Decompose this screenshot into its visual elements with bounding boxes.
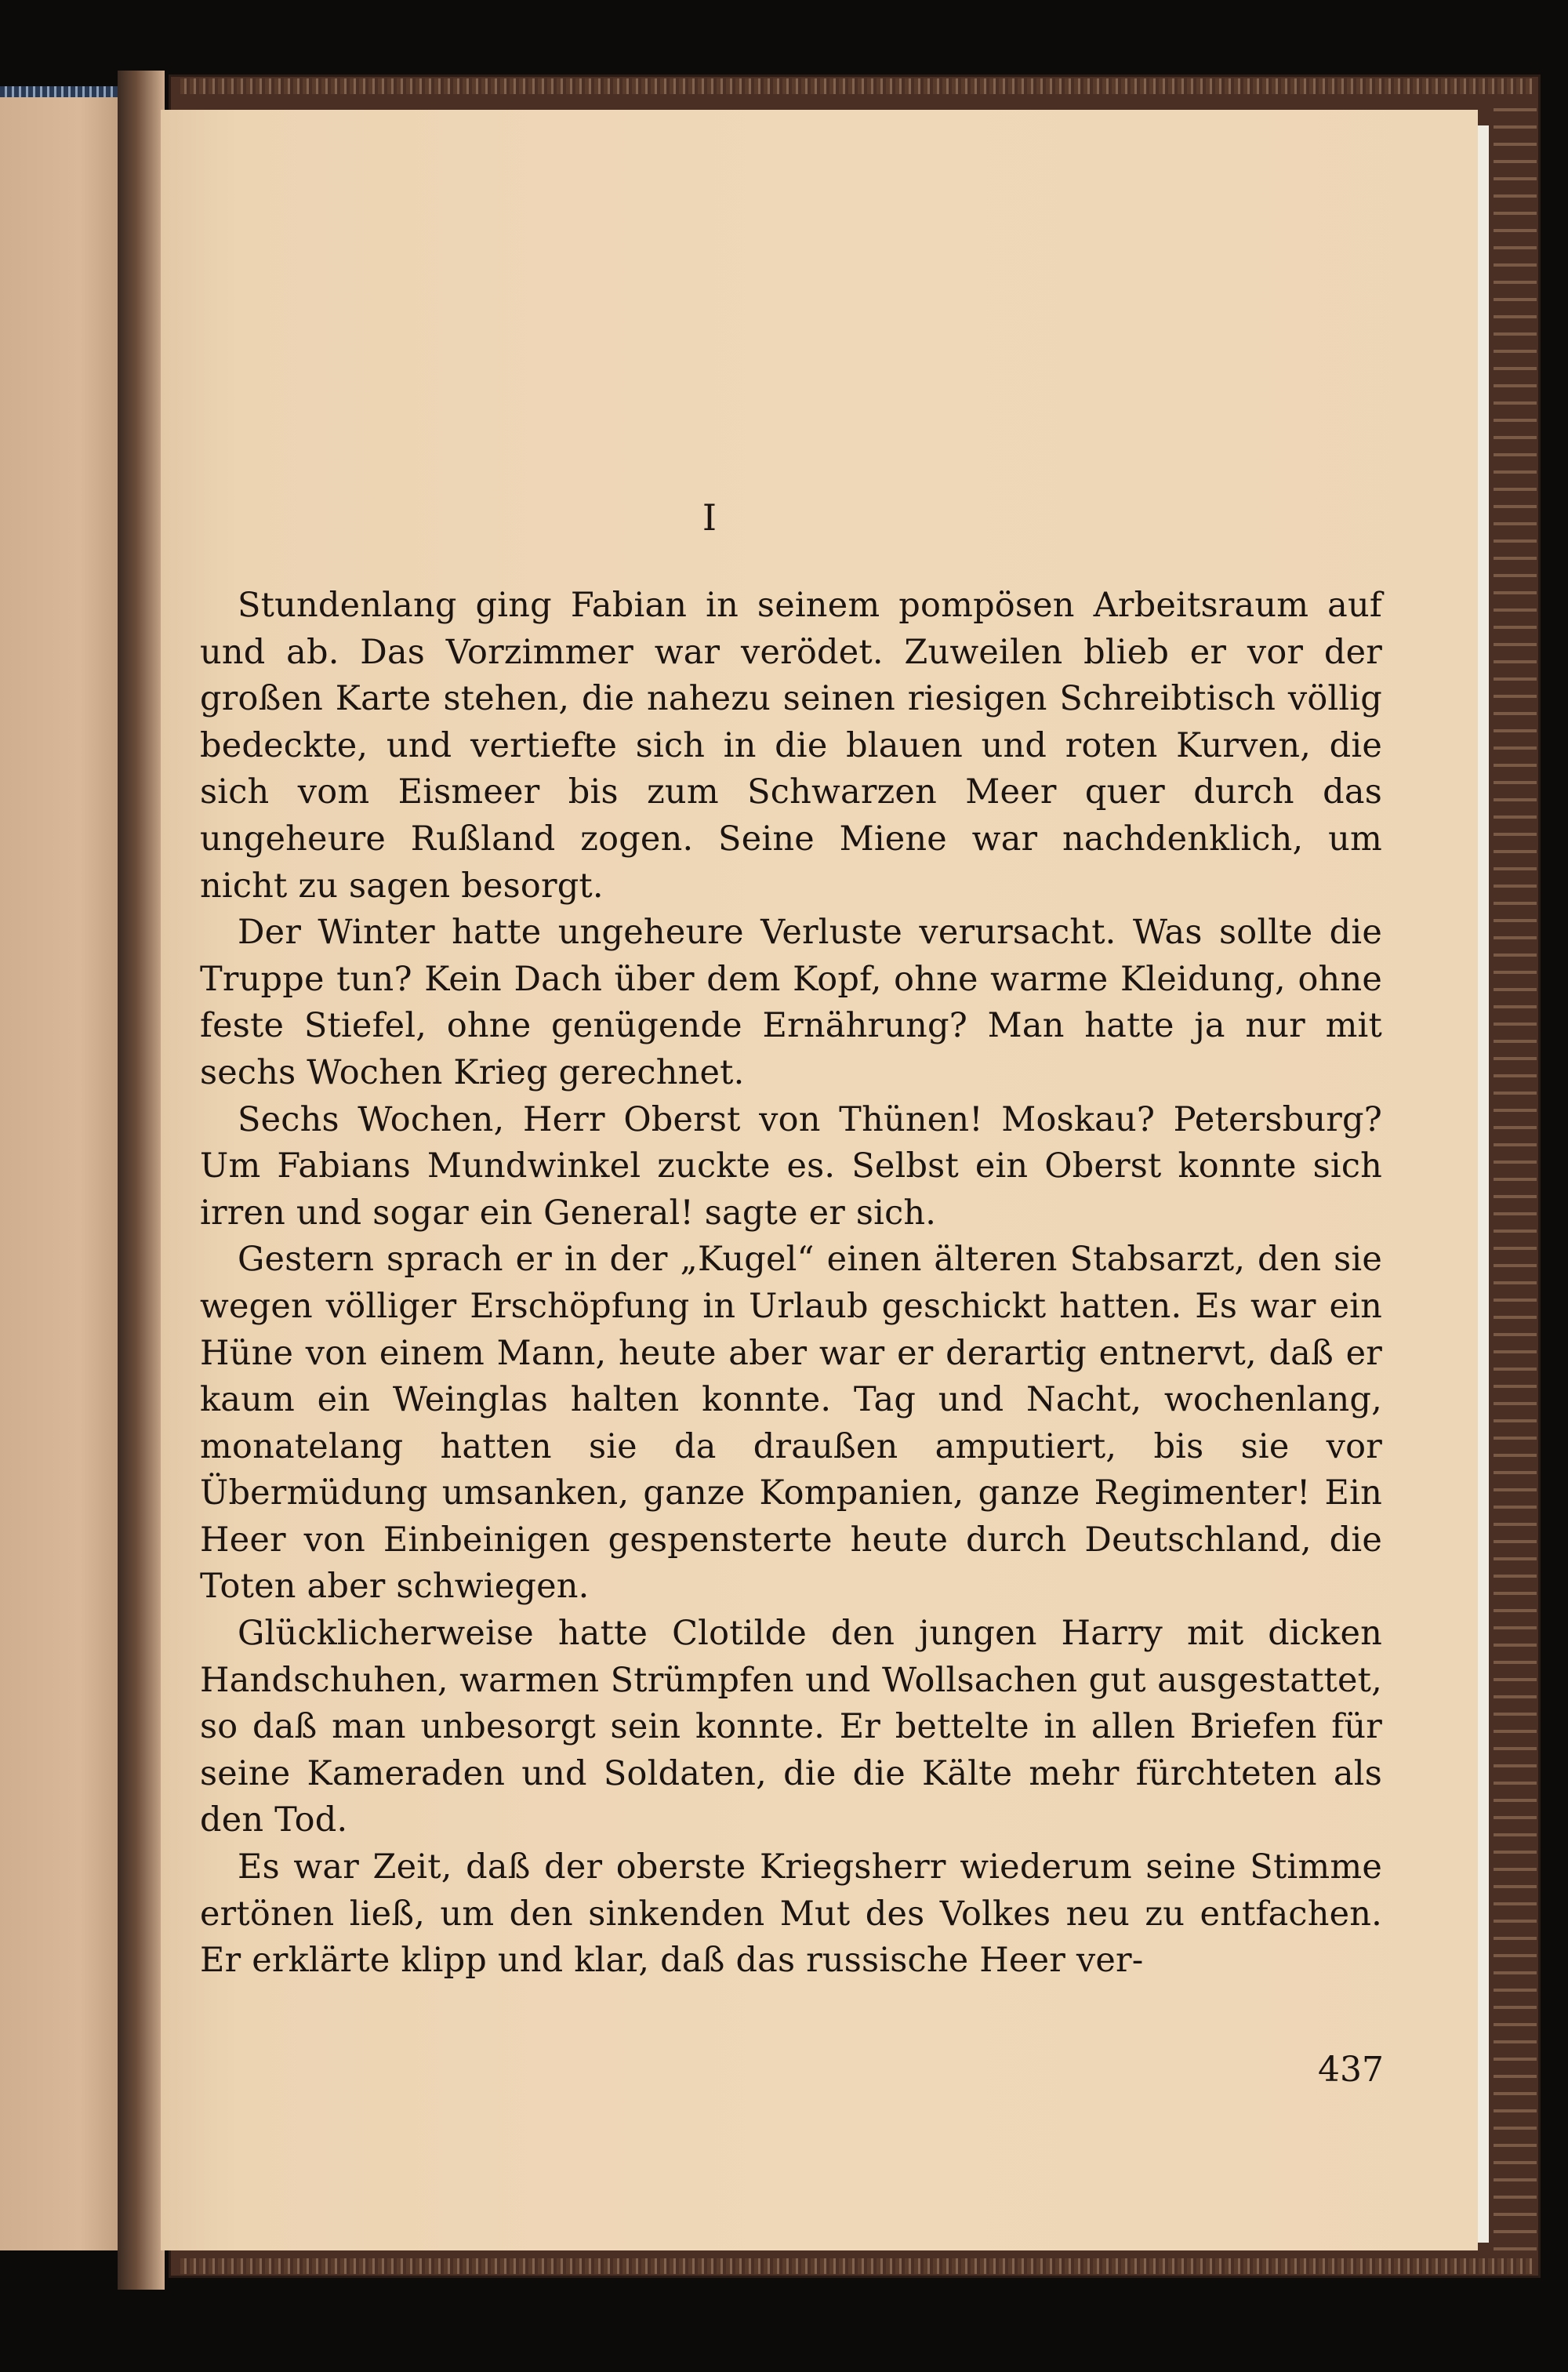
cover-edge-top xyxy=(180,78,1533,94)
cover-edge-right xyxy=(1494,94,1537,2258)
cover-edge-bottom xyxy=(180,2258,1533,2274)
paragraph: Stundenlang ging Fabian in seinem pompösen Arbeitsraum auf und ab. Das Vorzimmer war verödet. Zuweilen blieb er vor der großen Karte stehen, die nahezu seinen riesigen Schreibtisch völlig bedeckte, und vertiefte sich in die blauen und roten Kurven, die sich vom Eismeer bis zum Schwarzen Meer quer durch das ungeheure Rußland zogen. Seine Miene war nachdenklich, um nicht zu sagen besorgt. xyxy=(200,586,1382,906)
paragraph: Sechs Wochen, Herr Oberst von Thünen! Moskau? Petersburg? Um Fabians Mundwinkel zuckte es. Selbst ein Oberst konnte sich irren und sogar ein General! sagte er sich. xyxy=(200,1099,1382,1233)
page-number: 437 xyxy=(1318,2050,1384,2090)
book-page xyxy=(161,110,1478,2250)
paragraph: Der Winter hatte ungeheure Verluste verursacht. Was sollte die Truppe tun? Kein Dach über dem Kopf, ohne warme Kleidung, ohne feste Stiefel, ohne genügende Ernährung? Man hatte ja nur mit sechs Wochen Krieg gerechnet. xyxy=(200,913,1382,1092)
previous-page-edge xyxy=(0,86,133,2250)
paragraph: Gestern sprach er in der „Kugel“ einen älteren Stabsarzt, den sie wegen völliger Erschöpfung in Urlaub geschickt hatten. Es war ein Hüne von einem Mann, heute aber war er derartig entnervt, daß er kaum ein Weinglas halten konnte. Tag und Nacht, wochenlang, monatelang hatten sie da draußen amputiert, bis sie vor Übermüdung umsanken, ganze Kompanien, ganze Regimenter! Ein Heer von Einbeinigen gespensterte heute durch Deutschland, die Toten aber schwiegen. xyxy=(200,1240,1382,1607)
paragraph: Es war Zeit, daß der oberste Kriegsherr wiederum seine Stimme ertönen ließ, um den sinkenden Mut des Volkes neu zu entfachen. Er erklärte klipp und klar, daß das russische Heer ver- xyxy=(200,1847,1382,1981)
chapter-number: I xyxy=(702,496,717,539)
page-stack-edge xyxy=(1478,125,1489,2243)
body-text xyxy=(200,583,1382,1985)
book-gutter xyxy=(118,71,165,2290)
paragraph: Glücklicherweise hatte Clotilde den jungen Harry mit dicken Handschuhen, warmen Strümpfen und Wollsachen gut ausgestattet, so daß man unbesorgt sein konnte. Er bettelte in allen Briefen für seine Kameraden und Soldaten, die die Kälte mehr fürchteten als den Tod. xyxy=(200,1614,1382,1840)
